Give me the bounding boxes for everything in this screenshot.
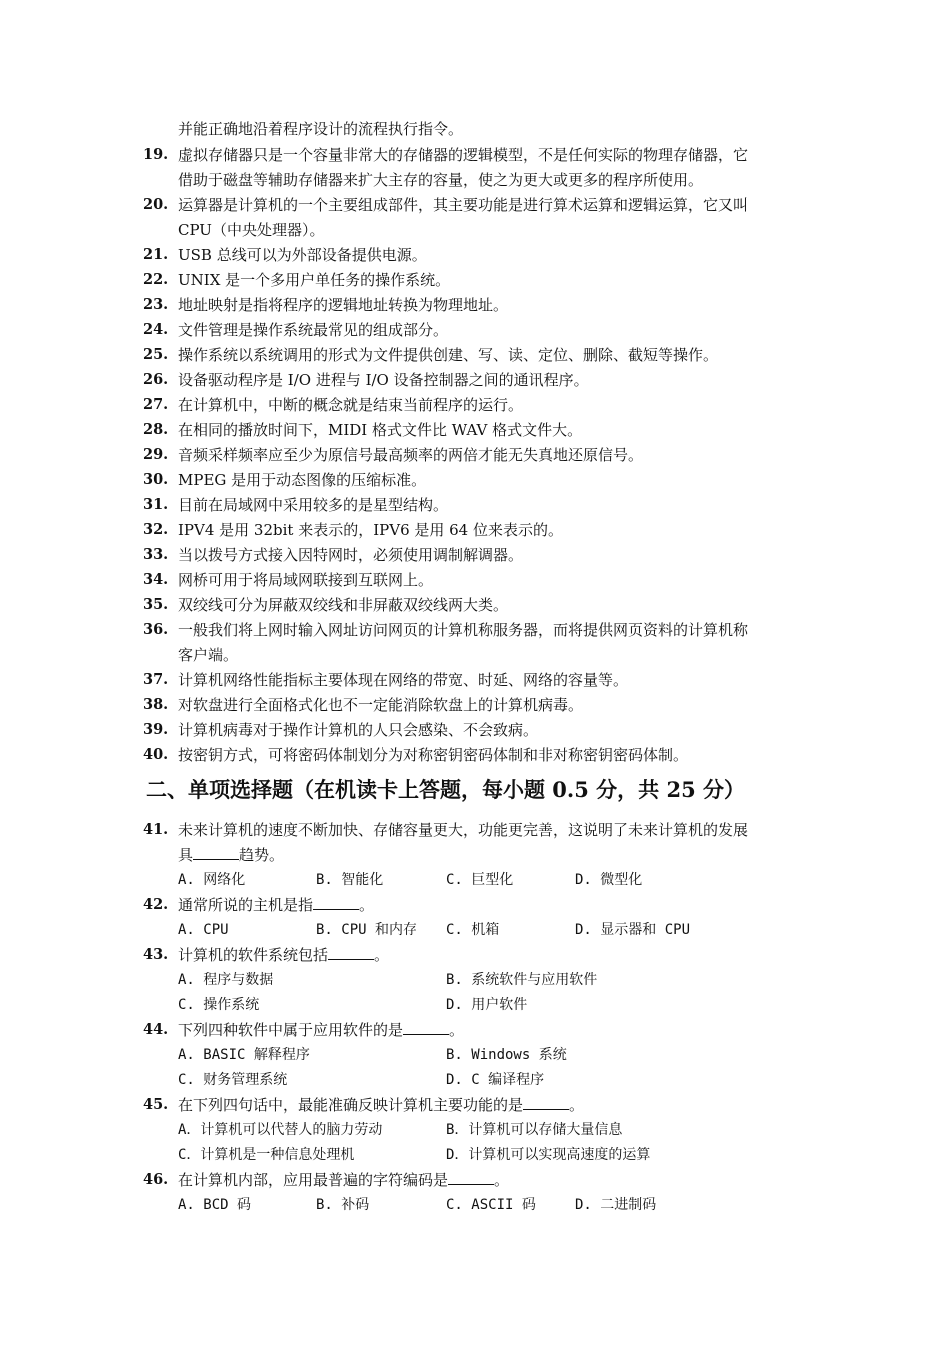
option-d: D. C 编译程序: [446, 1072, 545, 1088]
option-a: A. CPU: [178, 922, 229, 938]
tf-item-number: 30.: [143, 471, 169, 488]
mc-question-stem-continuation: [178, 845, 284, 865]
tf-item-text: 一般我们将上网时输入网址访问网页的计算机称服务器，而将提供网页资料的计算机称: [178, 621, 749, 639]
tf-item-text: 在计算机中，中断的概念就是结束当前程序的运行。: [178, 396, 524, 414]
tf-item-number: 34.: [143, 571, 169, 588]
tf-item-text: 计算机病毒对于操作计算机的人只会感染、不会致病。: [178, 721, 539, 739]
option-b: B. 补码: [316, 1197, 370, 1213]
option-b: B. 系统软件与应用软件: [446, 972, 598, 988]
mc-question-number: 43.: [143, 946, 169, 963]
option-c: C. 操作系统: [178, 997, 260, 1013]
tf-item-number: 28.: [143, 421, 169, 438]
mc-question-stem: [178, 1020, 464, 1040]
tf-item-text: 借助于磁盘等辅助存储器来扩大主存的容量，使之为更大或更多的程序所使用。: [178, 171, 704, 189]
tf-item-text: UNIX 是一个多用户单任务的操作系统。: [178, 271, 451, 289]
tf-item-number: 40.: [143, 746, 169, 763]
tf-item-number: 27.: [143, 396, 169, 413]
tf-item-18-continuation: 并能正确地沿着程序设计的流程执行指令。: [178, 120, 464, 138]
tf-item-text: 当以拨号方式接入因特网时，必须使用调制解调器。: [178, 546, 524, 564]
tf-item-text: USB 总线可以为外部设备提供电源。: [178, 246, 427, 264]
mc-question-stem: [178, 895, 374, 915]
tf-item-text: 在相同的播放时间下，MIDI 格式文件比 WAV 格式文件大。: [178, 421, 583, 439]
option-c: C. 机箱: [446, 922, 500, 938]
option-c: C. 财务管理系统: [178, 1072, 288, 1088]
stem-text: 通常所说的主机是指: [178, 896, 314, 914]
tf-item-text: MPEG 是用于动态图像的压缩标准。: [178, 471, 427, 489]
option-d: D. 微型化: [575, 872, 643, 888]
tf-item-text: CPU（中央处理器）。: [178, 221, 325, 239]
tf-item-number: 21.: [143, 246, 169, 263]
stem-text: 趋势。: [239, 846, 285, 864]
option-b: B. CPU 和内存: [316, 922, 418, 938]
tf-item-number: 36.: [143, 621, 169, 638]
tf-item-number: 20.: [143, 196, 169, 213]
tf-item-number: 23.: [143, 296, 169, 313]
tf-item-number: 32.: [143, 521, 169, 538]
option-c: C. ASCII 码: [446, 1197, 536, 1213]
mc-question-number: 44.: [143, 1021, 169, 1038]
tf-item-number: 26.: [143, 371, 169, 388]
tf-item-text: 虚拟存储器只是一个容量非常大的存储器的逻辑模型，不是任何实际的物理存储器，它: [178, 146, 749, 164]
stem-text: 具: [178, 846, 194, 864]
mc-question-number: 41.: [143, 821, 169, 838]
option-a: A．计算机可以代替人的脑力劳动: [178, 1122, 383, 1138]
tf-item-text: 计算机网络性能指标主要体现在网络的带宽、时延、网络的容量等。: [178, 671, 629, 689]
tf-item-text: IPV4 是用 32bit 来表示的，IPV6 是用 64 位来表示的。: [178, 521, 563, 539]
option-a: A. BASIC 解释程序: [178, 1047, 310, 1063]
tf-item-number: 31.: [143, 496, 169, 513]
mc-question-number: 46.: [143, 1171, 169, 1188]
tf-item-text: 双绞线可分为屏蔽双绞线和非屏蔽双绞线两大类。: [178, 596, 509, 614]
mc-question-number: 42.: [143, 896, 169, 913]
stem-text: 计算机的软件系统包括: [178, 946, 329, 964]
tf-item-number: 38.: [143, 696, 169, 713]
mc-question-number: 45.: [143, 1096, 169, 1113]
option-a: A. 网络化: [178, 872, 246, 888]
mc-question-stem: [178, 945, 389, 965]
stem-text: 。: [569, 1096, 585, 1114]
tf-item-text: 目前在局域网中采用较多的是星型结构。: [178, 496, 449, 514]
tf-item-text: 按密钥方式，可将密码体制划分为对称密钥密码体制和非对称密钥密码体制。: [178, 746, 689, 764]
tf-item-text: 地址映射是指将程序的逻辑地址转换为物理地址。: [178, 296, 509, 314]
answer-blank: [403, 1020, 449, 1035]
tf-item-text: 运算器是计算机的一个主要组成部件，其主要功能是进行算术运算和逻辑运算，它又叫: [178, 196, 749, 214]
answer-blank: [193, 845, 239, 860]
option-b: B. Windows 系统: [446, 1047, 567, 1063]
option-c: C．计算机是一种信息处理机: [178, 1147, 355, 1163]
option-d: D. 显示器和 CPU: [575, 922, 691, 938]
tf-item-text: 操作系统以系统调用的形式为文件提供创建、写、读、定位、删除、截短等操作。: [178, 346, 719, 364]
answer-blank: [448, 1170, 494, 1185]
option-d: D. 二进制码: [575, 1197, 657, 1213]
tf-item-number: 24.: [143, 321, 169, 338]
option-c: C. 巨型化: [446, 872, 514, 888]
tf-item-number: 33.: [143, 546, 169, 563]
tf-item-number: 25.: [143, 346, 169, 363]
tf-item-number: 39.: [143, 721, 169, 738]
option-d: D. 用户软件: [446, 997, 528, 1013]
option-d: D．计算机可以实现高速度的运算: [446, 1147, 651, 1163]
tf-item-text: 客户端。: [178, 646, 239, 664]
mc-question-stem: [178, 1170, 509, 1190]
stem-text: 。: [449, 1021, 465, 1039]
option-b: B．计算机可以存储大量信息: [446, 1122, 623, 1138]
tf-item-number: 29.: [143, 446, 169, 463]
tf-item-text: 文件管理是操作系统最常见的组成部分。: [178, 321, 449, 339]
answer-blank: [313, 895, 359, 910]
tf-item-text: 音频采样频率应至少为原信号最高频率的两倍才能无失真地还原信号。: [178, 446, 644, 464]
tf-item-number: 19.: [143, 146, 169, 163]
stem-text: 。: [359, 896, 375, 914]
option-a: A. BCD 码: [178, 1197, 252, 1213]
stem-text: 。: [494, 1171, 510, 1189]
answer-blank: [523, 1095, 569, 1110]
tf-item-text: 网桥可用于将局域网联接到互联网上。: [178, 571, 434, 589]
tf-item-text: 对软盘进行全面格式化也不一定能消除软盘上的计算机病毒。: [178, 696, 584, 714]
stem-text: 。: [374, 946, 390, 964]
tf-item-text: 设备驱动程序是 I/O 进程与 I/O 设备控制器之间的通讯程序。: [178, 371, 589, 389]
tf-item-number: 22.: [143, 271, 169, 288]
mc-question-stem: 未来计算机的速度不断加快、存储容量更大，功能更完善，这说明了未来计算机的发展: [178, 821, 749, 839]
tf-item-number: 37.: [143, 671, 169, 688]
mc-question-stem: [178, 1095, 584, 1115]
tf-item-number: 35.: [143, 596, 169, 613]
option-a: A. 程序与数据: [178, 972, 274, 988]
stem-text: 在下列四句话中，最能准确反映计算机主要功能的是: [178, 1096, 524, 1114]
answer-blank: [328, 945, 374, 960]
section-heading: 二、单项选择题（在机读卡上答题，每小题 0.5 分，共 25 分）: [146, 777, 746, 802]
option-b: B. 智能化: [316, 872, 384, 888]
stem-text: 下列四种软件中属于应用软件的是: [178, 1021, 404, 1039]
stem-text: 在计算机内部，应用最普遍的字符编码是: [178, 1171, 449, 1189]
